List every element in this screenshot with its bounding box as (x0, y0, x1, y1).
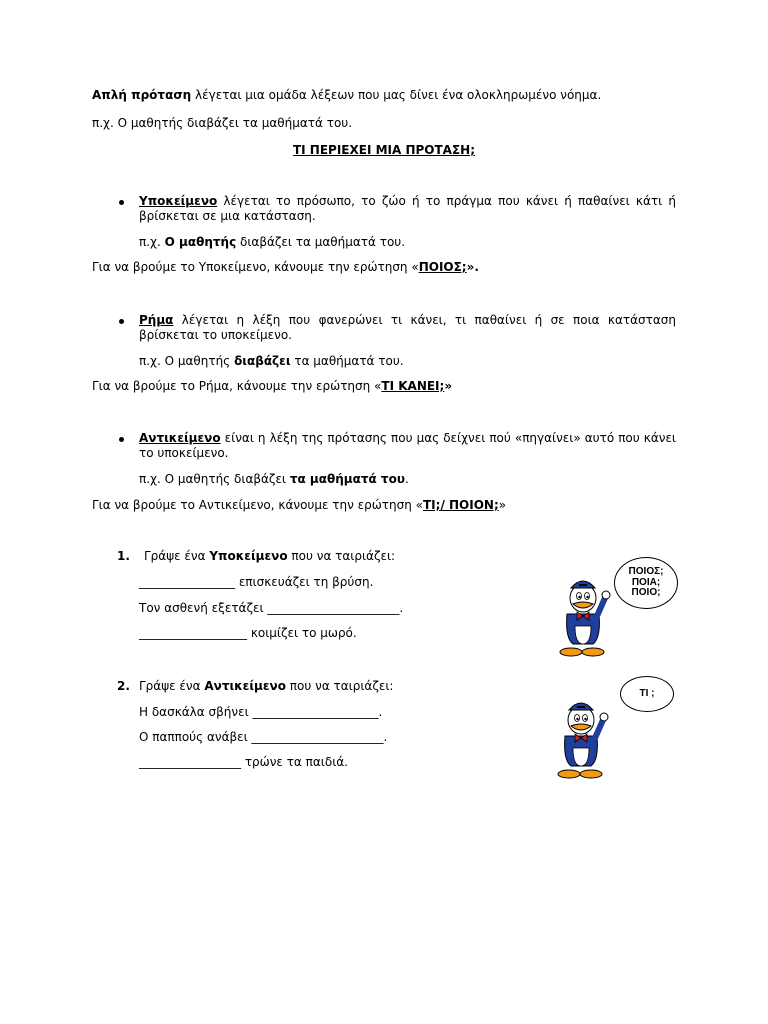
section-verb-definition: Ρήμα λέγεται η λέξη που φανερώνει τι κάνει, τι παθαίνει ή σε ποια κατάσταση βρίσκεται το υποκείμενο. (139, 313, 676, 342)
section-object-term: Αντικείμενο (139, 431, 221, 445)
bullet-dot-icon (119, 437, 124, 442)
section-object-example: π.χ. Ο μαθητής διαβάζει τα μαθήματά του. (139, 472, 409, 486)
section-subject-question: Για να βρούμε το Υποκείμενο, κάνουμε την ερώτηση «ΠΟΙΟΣ;». (92, 260, 479, 274)
exercise-1-prompt: Γράψε ένα Υποκείμενο που να ταιριάζει: (144, 549, 396, 563)
intro-definition: λέγεται μια ομάδα λέξεων που μας δίνει ένα ολοκληρωμένο νόημα. (195, 88, 602, 102)
exercise-2-line-3[interactable]: _________________ τρώνε τα παιδιά. (139, 755, 348, 769)
duck-mascot-icon (553, 568, 613, 658)
intro-term: Απλή πρόταση (92, 88, 192, 102)
intro-example: π.χ. Ο μαθητής διαβάζει τα μαθήματά του. (92, 116, 353, 130)
exercise-1-number: 1. (117, 549, 130, 563)
exercise-1-line-3[interactable]: __________________ κοιμίζει το μωρό. (139, 626, 357, 640)
section-verb-term: Ρήμα (139, 313, 174, 327)
exercise-2-line-2[interactable]: Ο παππούς ανάβει ______________________. (139, 730, 388, 744)
exercise-2-number: 2. (117, 679, 130, 693)
speech-bubble-question: ΤΙ ; (620, 676, 674, 712)
section-verb-example: π.χ. Ο μαθητής διαβάζει τα μαθήματά του. (139, 354, 404, 368)
duck-mascot-icon (551, 690, 611, 780)
exercise-2-prompt: Γράψε ένα Αντικείμενο που να ταιριάζει: (139, 679, 394, 693)
page-title: ΤΙ ΠΕΡΙΕΧΕΙ ΜΙΑ ΠΡΟΤΑΣΗ; (292, 143, 476, 157)
section-subject-definition: Υποκείμενο λέγεται το πρόσωπο, το ζώο ή το πράγμα που κάνει ή παθαίνει κάτι ή βρίσκεται σε μια κατάσταση. (139, 194, 676, 223)
speech-bubble-question: ΠΟΙΟΣ; ΠΟΙΑ; ΠΟΙΟ; (614, 557, 678, 609)
exercise-2-line-1[interactable]: Η δασκάλα σβήνει _____________________. (139, 705, 383, 719)
intro-definition-line (92, 89, 601, 103)
section-subject-example: π.χ. Ο μαθητής διαβάζει τα μαθήματά του. (139, 235, 406, 249)
section-object-question: Για να βρούμε το Αντικείμενο, κάνουμε την ερώτηση «ΤΙ;/ ΠΟΙΟΝ;» (92, 498, 507, 512)
exercise-1-line-2[interactable]: Τον ασθενή εξετάζει ______________________. (139, 601, 404, 615)
exercise-1-line-1[interactable]: ________________ επισκευάζει τη βρύση. (139, 575, 374, 589)
section-object-definition: Αντικείμενο είναι η λέξη της πρότασης που μας δείχνει πού «πηγαίνει» αυτό που κάνει το υποκείμενο. (139, 431, 676, 460)
section-subject-term: Υποκείμενο (139, 194, 218, 208)
bullet-dot-icon (119, 200, 124, 205)
bullet-dot-icon (119, 319, 124, 324)
section-verb-question: Για να βρούμε το Ρήμα, κάνουμε την ερώτηση «ΤΙ ΚΑΝΕΙ;» (92, 379, 453, 393)
